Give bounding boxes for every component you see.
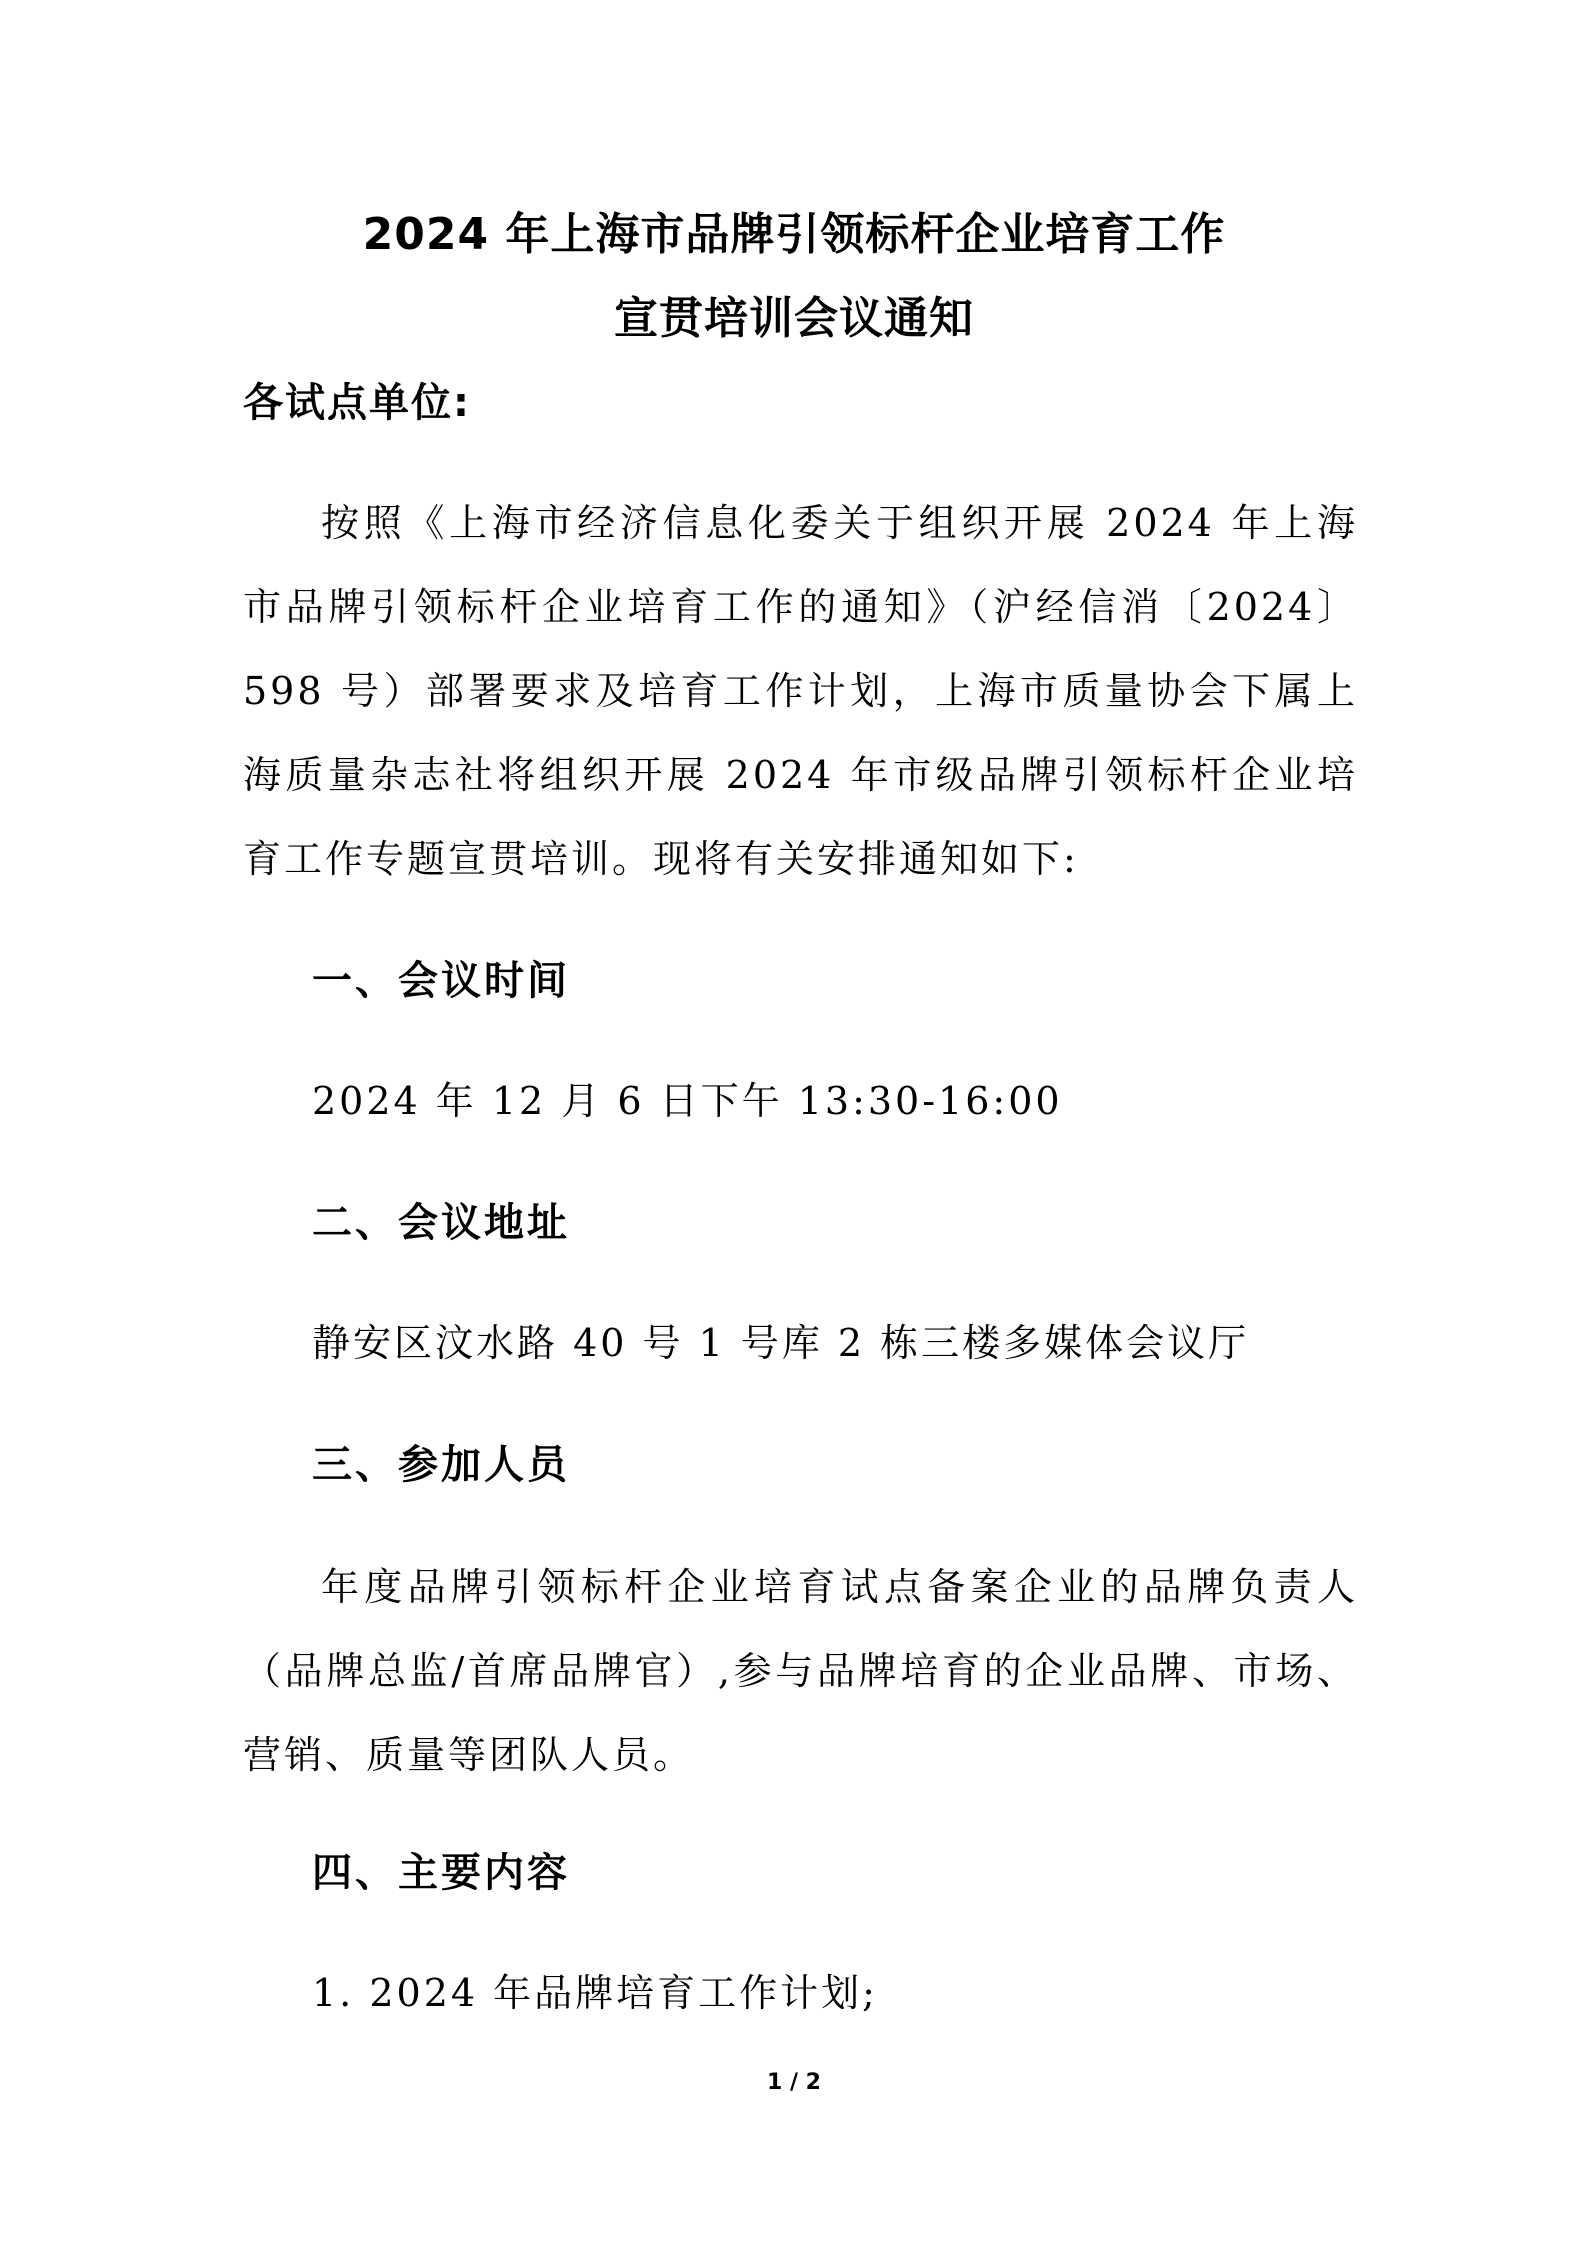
intro-paragraph: 按照《上海市经济信息化委关于组织开展 2024 年上海市品牌引领标杆企业培育工作的通知》（沪经信消〔2024〕598 号）部署要求及培育工作计划，上海市质量协会下属上海质量杂志社将组织开展 2024 年市级品牌引领标杆企业培育工作专题宣贯培训。现将有关安排通知如下: [243, 501, 1358, 881]
section-heading-content: 四、主要内容 [312, 1850, 570, 1896]
salutation: 各试点单位: [243, 380, 471, 426]
section-heading-attendees: 三、参加人员 [312, 1442, 570, 1488]
section-heading-address: 二、会议地址 [312, 1200, 570, 1246]
meeting-time-text: 2024 年 12 月 6 日下午 13:30-16:00 [312, 1079, 1063, 1123]
page-number: 1 / 2 [767, 2070, 821, 2095]
section-heading-time: 一、会议时间 [312, 958, 570, 1004]
content-list-item-1: 1. 2024 年品牌培育工作计划; [312, 1971, 878, 2015]
document-title-line-1: 2024 年上海市品牌引领标杆企业培育工作 [362, 209, 1226, 260]
document-title-line-2: 宣贯培训会议通知 [614, 293, 974, 344]
meeting-address-text: 静安区汶水路 40 号 1 号库 2 栋三楼多媒体会议厅 [312, 1321, 1250, 1365]
attendees-paragraph: 年度品牌引领标杆企业培育试点备案企业的品牌负责人（品牌总监/首席品牌官）,参与品牌培育的企业品牌、市场、营销、质量等团队人员。 [243, 1565, 1358, 1777]
